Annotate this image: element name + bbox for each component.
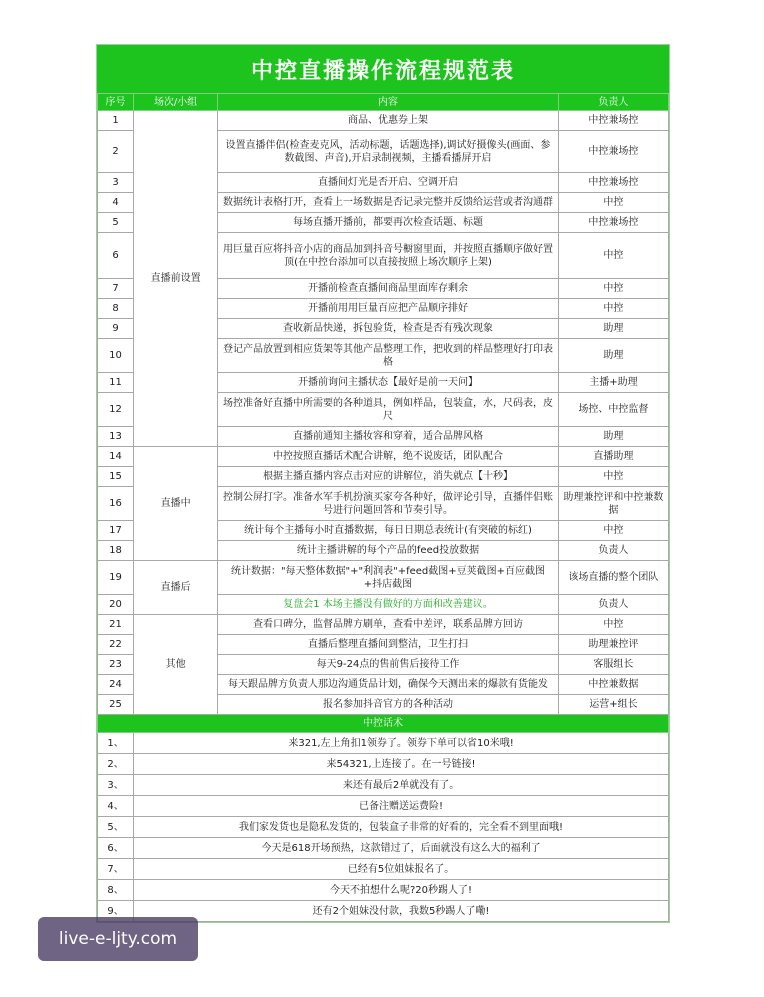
row-content: 根据主播直播内容点击对应的讲解位，消失就点【十秒】: [218, 467, 559, 487]
row-content: 直播前通知主播妆容和穿着，适合品牌风格: [218, 427, 559, 447]
script-row: [98, 859, 669, 880]
row-number: 20: [98, 595, 134, 615]
row-number: 8: [98, 299, 134, 319]
header-stage: 场次/小组: [134, 94, 218, 111]
row-owner: 场控、中控监督: [558, 393, 668, 427]
script-text: 还有2个姐妹没付款，我数5秒踢人了嘞!: [134, 901, 669, 922]
row-number: 11: [98, 373, 134, 393]
script-text: 我们家发货也是隐私发货的，包装盒子非常的好看的，完全看不到里面哦!: [134, 817, 669, 838]
script-number: 8、: [98, 880, 134, 901]
script-rows: [98, 733, 669, 922]
table-row: [98, 615, 669, 635]
script-text: 今天不拍想什么呢?20秒踢人了!: [134, 880, 669, 901]
row-owner: 主播+助理: [558, 373, 668, 393]
row-owner: 中控: [558, 233, 668, 279]
row-content: 每天9-24点的售前售后接待工作: [218, 655, 559, 675]
script-section: [98, 715, 669, 733]
stage-before: 直播前设置: [134, 111, 218, 447]
row-content: 用巨量百应将抖音小店的商品加到抖音号橱窗里面，并按照直播顺序做好置顶(在中控台添加可以直接按照上场次顺序上架): [218, 233, 559, 279]
row-content: 统计主播讲解的每个产品的feed投放数据: [218, 541, 559, 561]
row-number: 14: [98, 447, 134, 467]
row-owner: 中控兼数据: [558, 675, 668, 695]
row-content: 查看口碑分，监督品牌方刷单，查看中差评，联系品牌方回访: [218, 615, 559, 635]
row-owner: 中控兼场控: [558, 213, 668, 233]
script-number: 3、: [98, 775, 134, 796]
stage-during: 直播中: [134, 447, 218, 561]
row-number: 24: [98, 675, 134, 695]
row-owner: 负责人: [558, 595, 668, 615]
row-number: 10: [98, 339, 134, 373]
row-number: 25: [98, 695, 134, 715]
row-owner: 助理: [558, 427, 668, 447]
stage-other: 其他: [134, 615, 218, 715]
script-text: 今天是618开场预热，这款错过了，后面就没有这么大的福利了: [134, 838, 669, 859]
row-content: 统计数据："每天整体数据"+"利润表"+feed截图+豆荚截图+百应截图+抖店截图: [218, 561, 559, 595]
row-content: 每天跟品牌方负责人那边沟通货品计划，确保今天测出来的爆款有货能发: [218, 675, 559, 695]
script-row: [98, 775, 669, 796]
row-content: 登记产品放置到相应货架等其他产品整理工作，把收到的样品整理好打印表格: [218, 339, 559, 373]
table-row: [98, 561, 669, 595]
row-owner: 中控: [558, 615, 668, 635]
row-number: 3: [98, 173, 134, 193]
script-number: 7、: [98, 859, 134, 880]
process-table: [97, 93, 669, 922]
row-number: 21: [98, 615, 134, 635]
header-no: 序号: [98, 94, 134, 111]
header-owner: 负责人: [558, 94, 668, 111]
row-content: 每场直播开播前，都要再次检查话题、标题: [218, 213, 559, 233]
row-number: 17: [98, 521, 134, 541]
row-owner: 助理: [558, 319, 668, 339]
script-row: [98, 754, 669, 775]
row-number: 13: [98, 427, 134, 447]
script-number: 4、: [98, 796, 134, 817]
table-row: [98, 111, 669, 131]
script-number: 1、: [98, 733, 134, 754]
row-number: 9: [98, 319, 134, 339]
row-owner: 中控: [558, 521, 668, 541]
row-number: 22: [98, 635, 134, 655]
script-text: 已备注赠送运费险!: [134, 796, 669, 817]
row-number: 23: [98, 655, 134, 675]
stage-after: 直播后: [134, 561, 218, 615]
script-number: 6、: [98, 838, 134, 859]
header-content: 内容: [218, 94, 559, 111]
row-content: 开播前检查直播间商品里面库存剩余: [218, 279, 559, 299]
script-row: [98, 817, 669, 838]
row-content: 开播前用用巨量百应把产品顺序排好: [218, 299, 559, 319]
row-content: 商品、优惠券上架: [218, 111, 559, 131]
row-number: 18: [98, 541, 134, 561]
script-row: [98, 733, 669, 754]
row-owner: 助理兼控评: [558, 635, 668, 655]
row-content: 报名参加抖音官方的各种活动: [218, 695, 559, 715]
row-owner: 中控: [558, 193, 668, 213]
row-number: 12: [98, 393, 134, 427]
row-owner: 助理: [558, 339, 668, 373]
row-number: 7: [98, 279, 134, 299]
row-content: 设置直播伴侣(检查麦克风，活动标题，话题选择),调试好摄像头(画面、参数截图、声音),开启录制视频，主播看播屏开启: [218, 131, 559, 173]
row-content: 统计每个主播每小时直播数据，每日日期总表统计(有突破的标红): [218, 521, 559, 541]
row-owner: 直播助理: [558, 447, 668, 467]
row-owner: 运营+组长: [558, 695, 668, 715]
row-owner: 中控兼场控: [558, 111, 668, 131]
row-number: 1: [98, 111, 134, 131]
row-owner: 该场直播的整个团队: [558, 561, 668, 595]
row-owner: 中控: [558, 299, 668, 319]
script-number: 5、: [98, 817, 134, 838]
row-number: 6: [98, 233, 134, 279]
watermark: live-e-ljty.com: [38, 917, 198, 961]
script-section-header: [98, 715, 669, 733]
row-content: 直播间灯光是否开启、空调开启: [218, 173, 559, 193]
script-text: 来321,左上角扣1领券了。领券下单可以省10米哦!: [134, 733, 669, 754]
row-number: 19: [98, 561, 134, 595]
script-row: [98, 880, 669, 901]
row-number: 2: [98, 131, 134, 173]
script-number: 9、: [98, 901, 134, 922]
row-content: 查收新品快递，拆包验货，检查是否有残次现象: [218, 319, 559, 339]
row-number: 16: [98, 487, 134, 521]
row-owner: 助理兼控评和中控兼数据: [558, 487, 668, 521]
header-row: [98, 94, 669, 111]
script-section-title: 中控话术: [98, 715, 669, 733]
row-number: 4: [98, 193, 134, 213]
process-sheet: [96, 44, 670, 923]
row-content: 控制公屏打字。准备水军手机扮演买家夸各种好，做评论引导，直播伴侣账号进行问题回答和节奏引导。: [218, 487, 559, 521]
process-rows: [98, 111, 669, 715]
script-text: 已经有5位姐妹报名了。: [134, 859, 669, 880]
row-number: 5: [98, 213, 134, 233]
row-owner: 中控: [558, 467, 668, 487]
row-content: 场控准备好直播中所需要的各种道具，例如样品，包装盒，水，尺码表，皮尺: [218, 393, 559, 427]
script-text: 来还有最后2单就没有了。: [134, 775, 669, 796]
row-owner: 负责人: [558, 541, 668, 561]
row-owner: 中控: [558, 279, 668, 299]
row-owner: 中控兼场控: [558, 173, 668, 193]
row-content: 中控按照直播话术配合讲解，绝不说废话，团队配合: [218, 447, 559, 467]
sheet-title: 中控直播操作流程规范表: [97, 45, 669, 93]
table-row: [98, 447, 669, 467]
script-text: 来54321,上连接了。在一号链接!: [134, 754, 669, 775]
row-content: 数据统计表格打开，查看上一场数据是否记录完整并反馈给运营或者沟通群: [218, 193, 559, 213]
script-row: [98, 838, 669, 859]
row-owner: 客服组长: [558, 655, 668, 675]
script-row: [98, 796, 669, 817]
row-content: 开播前询问主播状态【最好是前一天问】: [218, 373, 559, 393]
row-number: 15: [98, 467, 134, 487]
row-owner: 中控兼场控: [558, 131, 668, 173]
row-content: 复盘会1 本场主播没有做好的方面和改善建议。: [218, 595, 559, 615]
script-number: 2、: [98, 754, 134, 775]
row-content: 直播后整理直播间到整洁，卫生打扫: [218, 635, 559, 655]
